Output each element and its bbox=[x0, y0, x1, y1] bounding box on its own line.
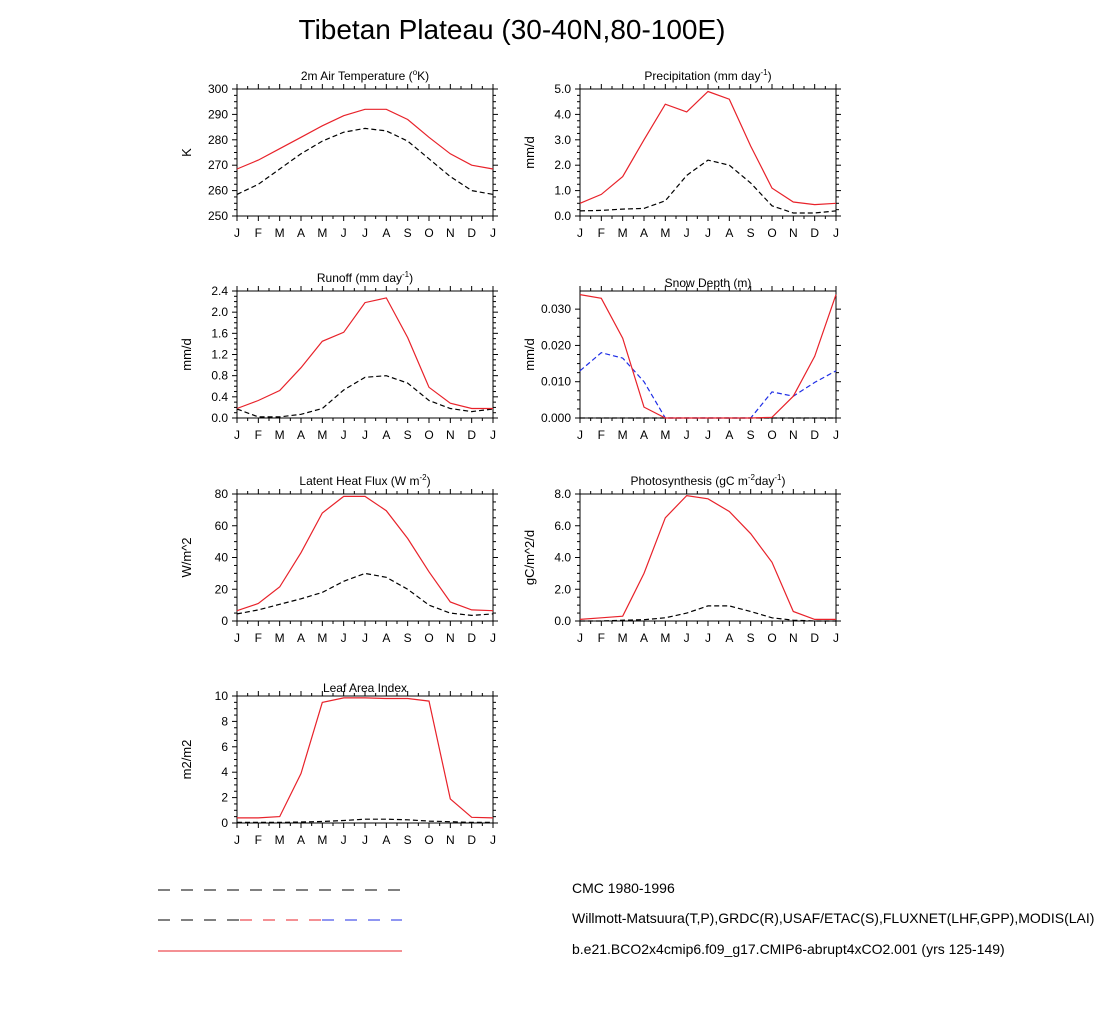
x-tick-label: J bbox=[577, 428, 583, 442]
observation-series-line bbox=[580, 353, 836, 418]
x-tick-label: A bbox=[296, 631, 306, 645]
y-tick-label: 8 bbox=[221, 714, 228, 729]
x-tick-label: J bbox=[683, 631, 690, 645]
y-tick-label: 0 bbox=[221, 614, 228, 628]
x-tick-label: J bbox=[833, 226, 839, 240]
y-axis-label: m2/m2 bbox=[179, 739, 194, 780]
x-tick-label: S bbox=[746, 428, 755, 442]
panel-title: Photosynthesis (gC $m^{-2}day^{-1}$) bbox=[630, 473, 786, 488]
x-tick-label: J bbox=[234, 833, 240, 847]
y-tick-label: 270 bbox=[207, 158, 228, 173]
y-tick-label: 8.0 bbox=[554, 487, 571, 501]
x-tick-label: O bbox=[767, 226, 777, 240]
x-tick-label: J bbox=[234, 428, 240, 442]
model-series-line bbox=[580, 496, 836, 620]
x-tick-label: D bbox=[467, 428, 477, 442]
x-tick-label: M bbox=[274, 833, 285, 847]
x-tick-label: S bbox=[403, 428, 412, 442]
y-tick-label: 1.2 bbox=[211, 347, 228, 362]
x-tick-label: A bbox=[639, 631, 649, 645]
plot-frame bbox=[580, 494, 836, 621]
y-tick-label: 4 bbox=[221, 765, 228, 780]
y-tick-label: 0.4 bbox=[211, 389, 228, 404]
observation-series-line bbox=[237, 376, 493, 417]
x-tick-label: J bbox=[705, 631, 711, 645]
y-tick-label: 0.000 bbox=[540, 411, 571, 425]
x-tick-label: A bbox=[296, 428, 306, 442]
legend-swatch-cmc bbox=[158, 880, 408, 900]
legend-entry-model bbox=[158, 941, 1005, 961]
x-tick-label: O bbox=[424, 428, 434, 442]
y-tick-label: 80 bbox=[214, 487, 228, 501]
y-tick-label: 1.0 bbox=[554, 183, 571, 198]
panel-title: Precipitation (mm day$^{-1}$) bbox=[644, 68, 772, 83]
panel-title: Latent Heat Flux (W $m^{-2}$) bbox=[299, 473, 431, 488]
chart-panel bbox=[522, 473, 841, 645]
x-tick-label: O bbox=[424, 226, 434, 240]
x-tick-label: S bbox=[403, 226, 412, 240]
observation-series-line bbox=[237, 819, 493, 822]
panel-title: Snow Depth (m) bbox=[664, 276, 752, 290]
y-tick-label: 1.6 bbox=[211, 326, 228, 341]
x-tick-label: S bbox=[746, 226, 755, 240]
x-tick-label: N bbox=[445, 833, 455, 847]
model-series-line bbox=[237, 698, 493, 818]
y-tick-label: 60 bbox=[214, 518, 228, 533]
chart-panel bbox=[179, 473, 498, 645]
model-series-line bbox=[580, 92, 836, 205]
x-tick-label: O bbox=[424, 833, 434, 847]
y-tick-label: 6.0 bbox=[554, 518, 571, 533]
model-series-line bbox=[237, 298, 493, 409]
x-tick-label: J bbox=[683, 226, 690, 240]
model-series-line bbox=[237, 109, 493, 169]
x-tick-label: J bbox=[362, 631, 368, 645]
x-tick-label: M bbox=[617, 226, 628, 240]
x-tick-label: J bbox=[340, 428, 347, 442]
plot-frame bbox=[580, 89, 836, 216]
y-tick-label: 0.8 bbox=[211, 368, 228, 383]
x-tick-label: M bbox=[660, 428, 671, 442]
legend-label-model: b.e21.BCO2x4cmip6.f09_g17.CMIP6-abrupt4xCO2.001 (yrs 125-149) bbox=[572, 941, 1005, 957]
x-tick-label: J bbox=[833, 631, 839, 645]
y-tick-label: 0.020 bbox=[540, 338, 571, 353]
x-tick-label: N bbox=[445, 631, 455, 645]
y-tick-label: 0 bbox=[221, 816, 228, 830]
x-tick-label: O bbox=[767, 631, 777, 645]
y-tick-label: 280 bbox=[207, 132, 228, 147]
y-axis-label: W/m^2 bbox=[179, 537, 194, 578]
x-tick-label: J bbox=[577, 631, 583, 645]
y-tick-label: 0.0 bbox=[554, 209, 571, 223]
x-tick-label: F bbox=[254, 226, 263, 240]
model-series-line bbox=[237, 496, 493, 610]
x-tick-label: N bbox=[788, 428, 798, 442]
x-tick-label: M bbox=[660, 226, 671, 240]
x-tick-label: N bbox=[788, 631, 798, 645]
x-tick-label: N bbox=[445, 428, 455, 442]
y-axis-label: mm/d bbox=[522, 338, 537, 371]
x-tick-label: M bbox=[274, 631, 285, 645]
y-tick-label: 3.0 bbox=[554, 132, 571, 147]
x-tick-label: D bbox=[467, 226, 477, 240]
x-tick-label: A bbox=[725, 226, 734, 240]
x-tick-label: D bbox=[467, 833, 477, 847]
x-tick-label: J bbox=[234, 631, 240, 645]
observation-series-line bbox=[237, 573, 493, 615]
x-tick-label: J bbox=[362, 833, 368, 847]
y-axis-label: gC/m^2/d bbox=[522, 529, 537, 586]
panel-title: Leaf Area Index bbox=[322, 681, 408, 695]
y-tick-label: 0.0 bbox=[211, 411, 228, 425]
y-tick-label: 4.0 bbox=[554, 550, 571, 565]
plot-frame bbox=[580, 291, 836, 418]
y-tick-label: 40 bbox=[214, 550, 228, 565]
y-tick-label: 10 bbox=[214, 689, 228, 703]
x-tick-label: S bbox=[746, 631, 755, 645]
y-axis-label: K bbox=[179, 148, 194, 157]
chart-panel bbox=[522, 276, 841, 442]
y-axis-label: mm/d bbox=[179, 338, 194, 371]
legend-label-observations: Willmott-Matsuura(T,P),GRDC(R),USAF/ETAC(S),FLUXNET(LHF,GPP),MODIS(LAI) bbox=[572, 910, 1094, 926]
x-tick-label: M bbox=[617, 631, 628, 645]
x-tick-label: A bbox=[725, 631, 734, 645]
x-tick-label: M bbox=[317, 833, 328, 847]
x-tick-label: A bbox=[639, 428, 649, 442]
y-tick-label: 0.010 bbox=[540, 374, 571, 389]
x-tick-label: A bbox=[639, 226, 649, 240]
x-tick-label: M bbox=[274, 428, 285, 442]
x-tick-label: A bbox=[725, 428, 734, 442]
x-tick-label: N bbox=[445, 226, 455, 240]
x-tick-label: J bbox=[234, 226, 240, 240]
x-tick-label: A bbox=[382, 631, 391, 645]
x-tick-label: S bbox=[403, 631, 412, 645]
x-tick-label: D bbox=[810, 226, 820, 240]
x-tick-label: M bbox=[317, 631, 328, 645]
chart-panel bbox=[179, 68, 498, 240]
x-tick-label: J bbox=[577, 226, 583, 240]
page-title: Tibetan Plateau (30-40N,80-100E) bbox=[298, 14, 726, 45]
y-tick-label: 2.0 bbox=[211, 305, 228, 320]
y-tick-label: 250 bbox=[207, 209, 228, 223]
panel-title: Runoff (mm day$^{-1}$) bbox=[316, 270, 414, 285]
legend-swatch-model bbox=[158, 941, 408, 961]
plot-frame bbox=[237, 696, 493, 823]
x-tick-label: N bbox=[788, 226, 798, 240]
plot-frame bbox=[237, 494, 493, 621]
x-tick-label: D bbox=[810, 428, 820, 442]
x-tick-label: S bbox=[403, 833, 412, 847]
y-tick-label: 0.0 bbox=[554, 614, 571, 628]
plot-frame bbox=[237, 291, 493, 418]
x-tick-label: J bbox=[705, 428, 711, 442]
x-tick-label: J bbox=[490, 833, 496, 847]
x-tick-label: A bbox=[382, 833, 391, 847]
x-tick-label: J bbox=[833, 428, 839, 442]
x-tick-label: O bbox=[767, 428, 777, 442]
x-tick-label: A bbox=[296, 226, 306, 240]
x-tick-label: J bbox=[362, 428, 368, 442]
legend-label-cmc: CMC 1980-1996 bbox=[572, 880, 675, 896]
x-tick-label: D bbox=[810, 631, 820, 645]
y-tick-label: 0.030 bbox=[540, 302, 571, 317]
x-tick-label: J bbox=[490, 226, 496, 240]
x-tick-label: J bbox=[683, 428, 690, 442]
x-tick-label: A bbox=[382, 428, 391, 442]
y-tick-label: 2.0 bbox=[554, 582, 571, 597]
y-tick-label: 290 bbox=[207, 107, 228, 122]
x-tick-label: F bbox=[597, 631, 606, 645]
chart-panel bbox=[179, 681, 498, 847]
panel-title: 2m Air Temperature ($^o$K) bbox=[300, 68, 430, 83]
x-tick-label: M bbox=[660, 631, 671, 645]
y-tick-label: 4.0 bbox=[554, 107, 571, 122]
model-series-line bbox=[580, 295, 836, 418]
x-tick-label: D bbox=[467, 631, 477, 645]
y-tick-label: 20 bbox=[214, 582, 228, 597]
x-tick-label: J bbox=[705, 226, 711, 240]
x-tick-label: O bbox=[424, 631, 434, 645]
y-tick-label: 5.0 bbox=[554, 82, 571, 96]
y-tick-label: 2.0 bbox=[554, 158, 571, 173]
x-tick-label: F bbox=[597, 428, 606, 442]
x-tick-label: F bbox=[254, 631, 263, 645]
observation-series-line bbox=[580, 160, 836, 213]
x-tick-label: J bbox=[340, 631, 347, 645]
legend-entry-observations bbox=[158, 910, 1094, 930]
x-tick-label: F bbox=[254, 833, 263, 847]
x-tick-label: M bbox=[617, 428, 628, 442]
x-tick-label: J bbox=[340, 833, 347, 847]
legend-swatch-observations bbox=[158, 910, 408, 930]
y-tick-label: 2.4 bbox=[211, 284, 228, 298]
x-tick-label: J bbox=[340, 226, 347, 240]
y-tick-label: 6 bbox=[221, 739, 228, 754]
x-tick-label: M bbox=[317, 226, 328, 240]
plot-frame bbox=[237, 89, 493, 216]
x-tick-label: M bbox=[274, 226, 285, 240]
x-tick-label: A bbox=[382, 226, 391, 240]
observation-series-line bbox=[237, 128, 493, 194]
x-tick-label: F bbox=[597, 226, 606, 240]
y-tick-label: 2 bbox=[221, 790, 228, 805]
x-tick-label: J bbox=[490, 428, 496, 442]
x-tick-label: J bbox=[362, 226, 368, 240]
y-tick-label: 300 bbox=[207, 82, 228, 96]
x-tick-label: F bbox=[254, 428, 263, 442]
x-tick-label: A bbox=[296, 833, 306, 847]
chart-panel bbox=[522, 68, 841, 240]
legend-entry-cmc bbox=[158, 880, 675, 900]
y-axis-label: mm/d bbox=[522, 136, 537, 169]
chart-panel bbox=[179, 270, 498, 442]
y-tick-label: 260 bbox=[207, 183, 228, 198]
x-tick-label: M bbox=[317, 428, 328, 442]
x-tick-label: J bbox=[490, 631, 496, 645]
